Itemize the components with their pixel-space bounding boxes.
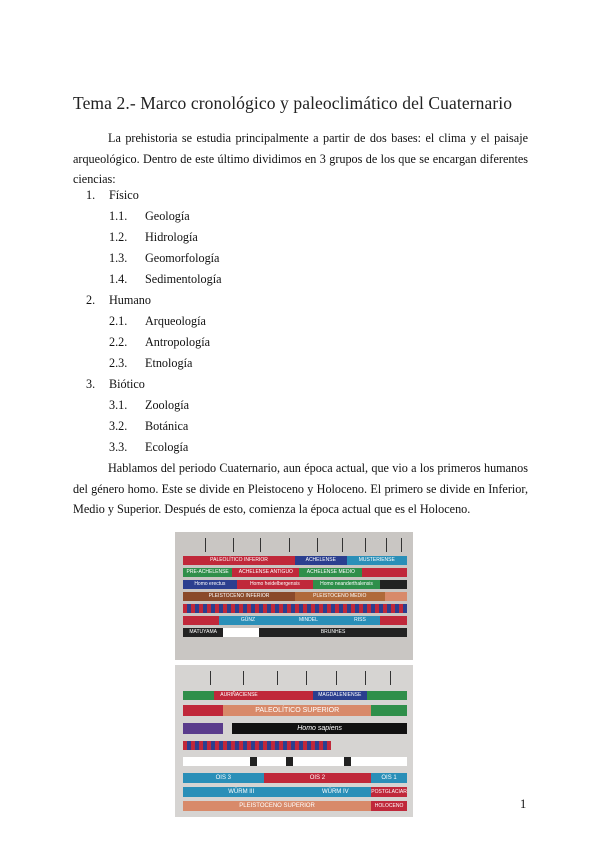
band-label: ACHELENSE MEDIO — [299, 568, 362, 577]
band-label: PLEISTOCENO INFERIOR — [183, 592, 295, 601]
band-industries-upper — [183, 691, 407, 700]
band-wurm — [183, 787, 407, 797]
sub-label: Zoología — [145, 398, 190, 412]
band-label: POSTGLACIAR — [371, 789, 407, 795]
band-upper-paleolithic — [183, 705, 407, 716]
time-ticks — [197, 671, 407, 687]
band-label: AURIÑACIENSE — [214, 691, 263, 700]
band-label: GÜNZ — [219, 616, 277, 625]
sub-label: Botánica — [145, 419, 189, 433]
group-label: Físico — [109, 188, 139, 202]
page-number: 1 — [520, 797, 527, 811]
band-ois — [183, 773, 407, 783]
sub-label: Geomorfología — [145, 251, 220, 265]
chronology-figure-1 — [175, 532, 413, 660]
band-label: PALEOLÍTICO INFERIOR — [183, 556, 295, 565]
sub-label: Antropología — [145, 335, 210, 349]
band-label: BRUNHES — [259, 628, 407, 637]
band-label: RISS — [340, 616, 380, 625]
band-label: OIS 1 — [371, 773, 407, 783]
chronology-figure-2 — [175, 665, 413, 817]
band-homo-sapiens — [183, 723, 407, 734]
band-label: Homo sapiens — [232, 723, 407, 734]
band-label: Homo heidelbergensis — [237, 580, 313, 589]
band-events — [183, 757, 407, 766]
band-label: MAGDALENIENSE — [313, 691, 367, 700]
band-label: ACHELENSE ANTIGUO — [232, 568, 299, 577]
sub-number: 1.3. — [109, 251, 128, 265]
intro-text: La prehistoria se estudia principalmente a partir de dos bases: el clima y el paisaje arqueológico. Dentro de este último dividimos en 3 grupos de los que se encargan diferentes ciencias: — [73, 131, 528, 186]
band-label: MUSTERIENSE — [347, 556, 407, 565]
band-label: Homo neanderthalensis — [313, 580, 380, 589]
band-magnetic — [183, 628, 407, 637]
band-label: WÜRM IV — [299, 787, 371, 797]
time-ticks — [197, 538, 407, 554]
body-text: Hablamos del periodo Cuaternario, aun época actual, que vio a los primeros humanos del género homo. Este se divide en Pleistoceno y Holoceno. El primero se divide en Inferior, Medio y Superior. Después de esto, comienza la época actual que es el Holoceno. — [73, 461, 528, 516]
body-paragraph — [73, 458, 528, 520]
sub-number: 3.2. — [109, 419, 128, 433]
band-label: OIS 3 — [183, 773, 264, 783]
sub-number: 1.4. — [109, 272, 128, 286]
sub-number: 1.2. — [109, 230, 128, 244]
band-pleistocene — [183, 592, 407, 601]
sub-number: 2.2. — [109, 335, 128, 349]
band-hominids — [183, 580, 407, 589]
sub-label: Sedimentología — [145, 272, 222, 286]
sub-label: Ecología — [145, 440, 189, 454]
group-number: 1. — [86, 188, 96, 202]
page-title: Tema 2.- Marco cronológico y paleoclimático del Cuaternario — [73, 93, 513, 113]
band-label: PLEISTOCENO MEDIO — [295, 592, 385, 601]
band-paleolithic — [183, 556, 407, 565]
sub-label: Etnología — [145, 356, 193, 370]
band-isotope-stripes — [183, 604, 407, 613]
band-pleistocene-upper — [183, 801, 407, 811]
band-label: WÜRM III — [183, 787, 299, 797]
band-industries — [183, 568, 407, 577]
intro-paragraph — [73, 128, 528, 190]
band-glaciations — [183, 616, 407, 625]
group-label: Biótico — [109, 377, 145, 391]
band-label: HOLOCENO — [371, 801, 407, 811]
band-label: ACHELENSE — [295, 556, 347, 565]
band-isotope-stripes — [183, 741, 331, 750]
band-label: MATUYAMA — [183, 628, 223, 637]
band-label: PRE-ACHELENSE — [183, 568, 232, 577]
sub-number: 2.1. — [109, 314, 128, 328]
band-label: PLEISTOCENO SUPERIOR — [183, 801, 371, 811]
group-label: Humano — [109, 293, 151, 307]
sub-label: Hidrología — [145, 230, 198, 244]
band-label: MINDEL — [277, 616, 340, 625]
group-number: 2. — [86, 293, 96, 307]
sub-label: Arqueología — [145, 314, 206, 328]
sub-label: Geología — [145, 209, 190, 223]
band-label: OIS 2 — [264, 773, 372, 783]
sub-number: 2.3. — [109, 356, 128, 370]
group-number: 3. — [86, 377, 96, 391]
sub-number: 3.1. — [109, 398, 128, 412]
sub-number: 1.1. — [109, 209, 128, 223]
sub-number: 3.3. — [109, 440, 128, 454]
band-label: Homo erectus — [183, 580, 237, 589]
band-label: PALEOLÍTICO SUPERIOR — [223, 705, 371, 716]
